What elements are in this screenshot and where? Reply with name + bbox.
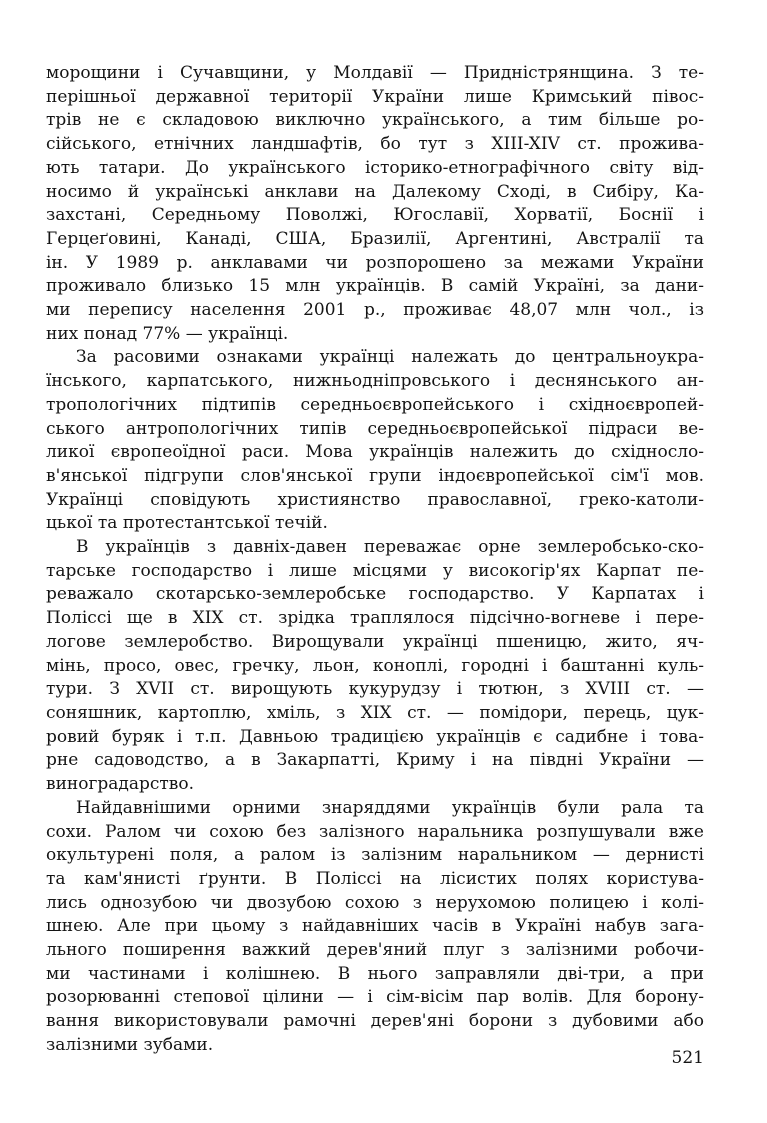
text-line: ін. У 1989 р. анклавами чи розпорошено за межами України xyxy=(46,252,704,273)
text-line: виноградарство. xyxy=(46,774,195,795)
text-line: лись однозубою чи двозубою сохою з нерухомою полицею і колі- xyxy=(46,892,704,913)
text-line: ми частинами і колішнею. В нього заправляли дві-три, а при xyxy=(46,963,704,984)
text-line: вання використовували рамочні дерев'яні борони з дубовими або xyxy=(46,1011,704,1032)
text-line: в'янської підгрупи слов'янської групи індоєвропейської сім'ї мов. xyxy=(46,465,704,486)
text-line: них понад 77% — українці. xyxy=(46,323,289,344)
page-number: 521 xyxy=(671,1048,704,1068)
text-line: ють татари. До українського історико-етнографічного світу від- xyxy=(46,157,704,178)
text-line: Поліссі ще в XIX ст. зрідка траплялося підсічно-вогневе і пере- xyxy=(46,608,704,629)
text-line: В українців з давніх-давен переважає орне землеробсько-ско- xyxy=(76,537,704,558)
text-line: сохи. Ралом чи сохою без залізного наральника розпушували вже xyxy=(46,821,704,842)
text-line: За расовими ознаками українці належать до центральноукра- xyxy=(76,347,704,368)
body-text xyxy=(46,62,704,1058)
text-line: окультурені поля, а ралом із залізним наральником — дернисті xyxy=(46,845,704,866)
text-line: носимо й українські анклави на Далекому Сході, в Сибіру, Ка- xyxy=(46,181,704,202)
text-line: реважало скотарсько-землеробське господарство. У Карпатах і xyxy=(46,584,704,605)
paragraph xyxy=(46,797,704,1058)
text-line: логове землеробство. Вирощували українці пшеницю, жито, яч- xyxy=(46,631,704,652)
text-line: цької та протестантської течій. xyxy=(46,513,328,534)
text-line: льного поширення важкий дерев'яний плуг з залізними робочи- xyxy=(46,940,704,961)
text-line: Найдавнішими орними знаряддями українців були рала та xyxy=(76,797,704,818)
paragraph xyxy=(46,346,704,536)
text-line: проживало близько 15 млн українців. В самій Україні, за дани- xyxy=(46,276,704,297)
text-line: ми перепису населення 2001 р., проживає 48,07 млн чол., із xyxy=(46,300,704,321)
text-line: сійського, етнічних ландшафтів, бо тут з XIII-XIV ст. прожива- xyxy=(46,134,704,155)
text-line: морощини і Сучавщини, у Молдавії — Придністрянщина. З те- xyxy=(46,63,704,83)
text-line: тропологічних підтипів середньоєвропейського і східноєвропей- xyxy=(46,394,704,415)
text-line: перішньої державної території України лише Кримський півос- xyxy=(46,86,704,107)
text-line: трів не є складовою виключно українського, а тим більше ро- xyxy=(46,110,704,131)
text-line: мінь, просо, овес, гречку, льон, коноплі, городні і баштанні куль- xyxy=(46,655,704,676)
text-line: розорюванні степової цілини — і сім-вісім пар волів. Для борону- xyxy=(46,987,704,1008)
text-line: ликої європеоїдної раси. Мова українців належить до східносло- xyxy=(46,442,704,463)
text-line: рне садоводство, а в Закарпатті, Криму і на півдні України — xyxy=(46,750,704,771)
text-line: та кам'янисті ґрунти. В Поліссі на лісистих полях користува- xyxy=(46,868,704,889)
text-line: Українці сповідують християнство православної, греко-католи- xyxy=(46,489,704,510)
paragraph xyxy=(46,536,704,797)
text-line: залізними зубами. xyxy=(46,1034,214,1055)
text-line: шнею. Але при цьому з найдавніших часів в Україні набув зага- xyxy=(46,916,704,937)
text-line: їнського, карпатського, нижньодніпровського і деснянського ан- xyxy=(46,371,704,392)
text-line: соняшник, картоплю, хміль, з XIX ст. — помідори, перець, цук- xyxy=(46,702,704,723)
text-line: тарське господарство і лише місцями у високогір'ях Карпат пе- xyxy=(46,560,704,581)
text-line: Герцеґовині, Канаді, США, Бразилії, Аргентині, Австралії та xyxy=(46,228,704,249)
text-line: ського антропологічних типів середньоєвропейської підраси ве- xyxy=(46,418,704,439)
text-line: захстані, Середньому Поволжі, Югославії, Хорватії, Боснії і xyxy=(46,205,704,226)
paragraph xyxy=(46,62,704,346)
text-line: тури. З XVII ст. вирощують кукурудзу і тютюн, з XVIII ст. — xyxy=(46,679,704,700)
text-line: ровий буряк і т.п. Давньою традицією українців є садибне і това- xyxy=(46,726,704,747)
